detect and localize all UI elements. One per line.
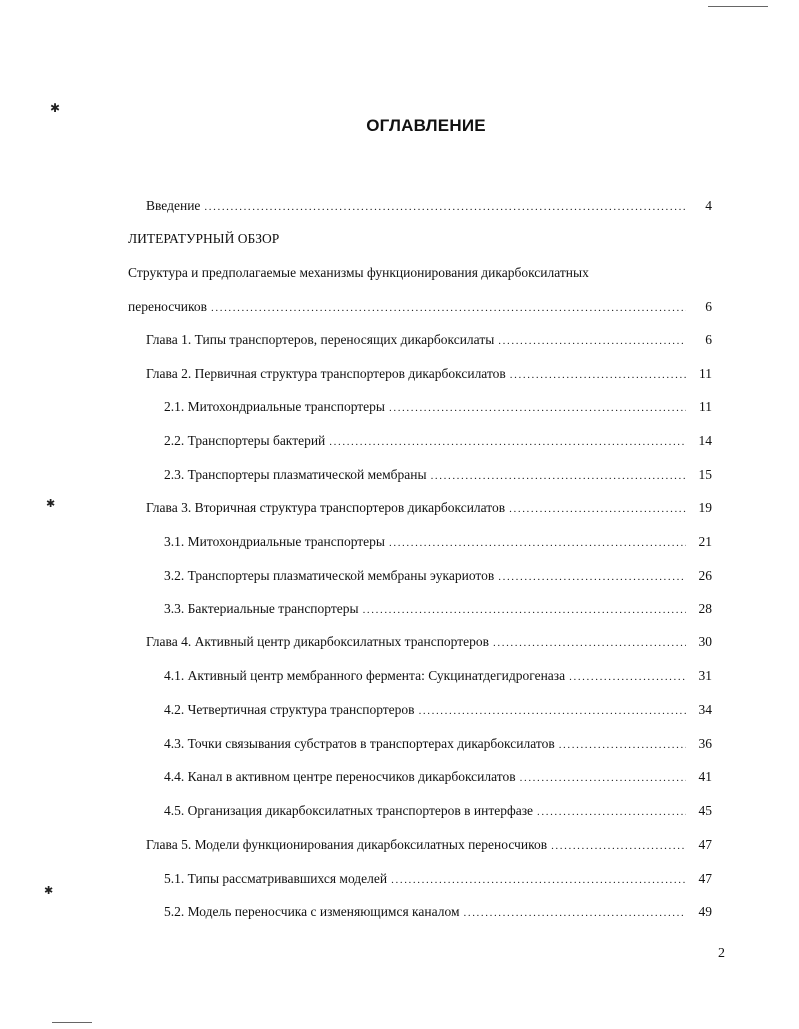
toc-entry-page: 14 bbox=[698, 433, 712, 448]
toc-entry-page: 11 bbox=[699, 399, 712, 414]
toc-entry-4-1 bbox=[164, 666, 712, 686]
toc-entry-page: 26 bbox=[698, 568, 712, 583]
dot-leader bbox=[363, 600, 686, 620]
toc-entry-intro bbox=[146, 196, 712, 216]
page-title: ОГЛАВЛЕНИЕ bbox=[366, 116, 486, 135]
toc-entry-label: 5.1. Типы рассматривавшихся моделей bbox=[164, 871, 388, 886]
scan-edge-top bbox=[708, 6, 768, 7]
dot-leader bbox=[211, 298, 686, 318]
toc-entry-label: Глава 4. Активный центр дикарбоксилатных транспортеров bbox=[146, 634, 490, 649]
toc-entry-label: Глава 1. Типы транспортеров, переносящих дикарбоксилаты bbox=[146, 332, 495, 347]
dot-leader bbox=[389, 398, 686, 418]
toc-entry-page: 19 bbox=[698, 500, 712, 515]
toc-entry-2-2 bbox=[164, 431, 712, 451]
toc-entry-page: 49 bbox=[698, 904, 712, 919]
toc-entry-label: 3.3. Бактериальные транспортеры bbox=[164, 601, 359, 616]
toc-entry-label: 2.2. Транспортеры бактерий bbox=[164, 433, 326, 448]
toc-entry-label: 4.3. Точки связывания субстратов в транспортерах дикарбоксилатов bbox=[164, 736, 555, 751]
dot-leader bbox=[493, 633, 686, 653]
dot-leader bbox=[431, 466, 686, 486]
toc-entry-label: 2.1. Митохондриальные транспортеры bbox=[164, 399, 385, 414]
toc-entry-page: 36 bbox=[698, 736, 712, 751]
toc-entry-label: Глава 2. Первичная структура транспортеров дикарбоксилатов bbox=[146, 366, 506, 381]
scan-speck-top: ✱ bbox=[50, 101, 61, 115]
scan-edge-bottom bbox=[52, 1022, 92, 1023]
toc-entry-chapter-2 bbox=[146, 364, 712, 384]
dot-leader bbox=[551, 836, 686, 856]
toc-entry-label: Введение bbox=[146, 198, 201, 213]
toc-entry-page: 45 bbox=[698, 803, 712, 818]
scan-speck-middle: ✱ bbox=[46, 497, 56, 510]
toc-entry-label: 2.3. Транспортеры плазматической мембраны bbox=[164, 467, 427, 482]
toc-entry-page: 30 bbox=[698, 634, 712, 649]
toc-entry-label: 3.2. Транспортеры плазматической мембраны эукариотов bbox=[164, 568, 495, 583]
toc-entry-page: 6 bbox=[705, 332, 712, 347]
toc-entry-page: 15 bbox=[698, 467, 712, 482]
toc-entry-label: 4.1. Активный центр мембранного фермента: Сукцинатдегидрогеназа bbox=[164, 668, 566, 683]
toc-entry-4-5 bbox=[164, 801, 712, 821]
dot-leader bbox=[509, 499, 686, 519]
toc-entry-section bbox=[128, 297, 712, 317]
toc-entry-page: 21 bbox=[698, 534, 712, 549]
page-number: 2 bbox=[718, 946, 725, 961]
toc-entry-label: 4.4. Канал в активном центре переносчиков дикарбоксилатов bbox=[164, 769, 516, 784]
toc-entry-page: 34 bbox=[698, 702, 712, 717]
toc-entry-label: 4.2. Четвертичная структура транспортеров bbox=[164, 702, 415, 717]
dot-leader bbox=[510, 365, 686, 385]
dot-leader bbox=[498, 331, 686, 351]
toc-entry-3-1 bbox=[164, 532, 712, 552]
section-heading-line1: Структура и предполагаемые механизмы функционирования дикарбоксилатных bbox=[128, 265, 589, 280]
toc-entry-page: 41 bbox=[698, 769, 712, 784]
toc-entry-label: Глава 5. Модели функционирования дикарбоксилатных переносчиков bbox=[146, 837, 548, 852]
toc-entry-chapter-4 bbox=[146, 632, 712, 652]
dot-leader bbox=[537, 802, 686, 822]
toc-entry-4-4 bbox=[164, 767, 712, 787]
toc-entry-label: 4.5. Организация дикарбоксилатных транспортеров в интерфазе bbox=[164, 803, 534, 818]
toc-entry-5-1 bbox=[164, 869, 712, 889]
dot-leader bbox=[389, 533, 686, 553]
dot-leader bbox=[520, 768, 686, 788]
toc-entry-3-2 bbox=[164, 566, 712, 586]
dot-leader bbox=[391, 870, 686, 890]
toc-entry-5-2 bbox=[164, 902, 712, 922]
toc-entry-page: 28 bbox=[698, 601, 712, 616]
toc-entry-chapter-1 bbox=[146, 330, 712, 350]
toc-entry-chapter-3 bbox=[146, 498, 712, 518]
toc-entry-chapter-5 bbox=[146, 835, 712, 855]
dot-leader bbox=[204, 197, 686, 217]
toc-entry-4-3 bbox=[164, 734, 712, 754]
toc-entry-label: Глава 3. Вторичная структура транспортеров дикарбоксилатов bbox=[146, 500, 506, 515]
dot-leader bbox=[419, 701, 686, 721]
toc-entry-label: 5.2. Модель переносчика с изменяющимся каналом bbox=[164, 904, 460, 919]
scan-speck-bottom: ✱ bbox=[44, 884, 54, 897]
dot-leader bbox=[464, 903, 687, 923]
toc-entry-2-3 bbox=[164, 465, 712, 485]
section-heading-lit-review: ЛИТЕРАТУРНЫЙ ОБЗОР bbox=[128, 231, 280, 246]
toc-entry-page: 6 bbox=[705, 299, 712, 314]
toc-entry-page: 11 bbox=[699, 366, 712, 381]
toc-entry-3-3 bbox=[164, 599, 712, 619]
toc-entry-4-2 bbox=[164, 700, 712, 720]
dot-leader bbox=[559, 735, 686, 755]
toc-entry-label: 3.1. Митохондриальные транспортеры bbox=[164, 534, 385, 549]
toc-entry-label: переносчиков bbox=[128, 299, 208, 314]
toc-entry-2-1 bbox=[164, 397, 712, 417]
toc-entry-page: 47 bbox=[698, 871, 712, 886]
dot-leader bbox=[498, 567, 686, 587]
toc-entry-page: 47 bbox=[698, 837, 712, 852]
dot-leader bbox=[329, 432, 686, 452]
toc-entry-page: 4 bbox=[705, 198, 712, 213]
dot-leader bbox=[569, 667, 686, 687]
toc-entry-page: 31 bbox=[698, 668, 712, 683]
